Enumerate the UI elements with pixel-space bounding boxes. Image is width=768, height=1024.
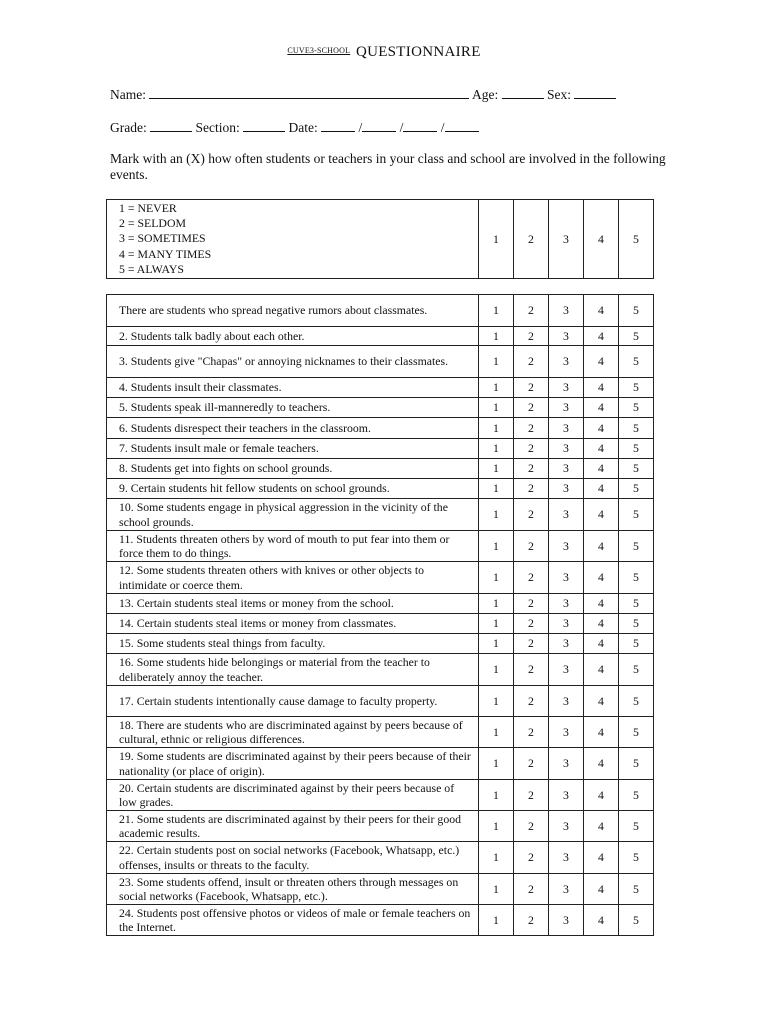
question-text: 23. Some students offend, insult or threaten others through messages on social networks (Facebook, Whatsapp, etc.). bbox=[107, 874, 479, 905]
rating-option-4[interactable]: 4 bbox=[584, 346, 619, 378]
scale-header-3: 3 bbox=[549, 200, 584, 279]
question-text: 19. Some students are discriminated against by their peers because of their nationality (or place of origin). bbox=[107, 748, 479, 780]
rating-option-3[interactable]: 3 bbox=[549, 634, 584, 654]
date-field-3[interactable] bbox=[403, 119, 437, 132]
rating-option-1[interactable]: 1 bbox=[479, 686, 514, 717]
rating-option-2[interactable]: 2 bbox=[514, 418, 549, 439]
rating-option-3[interactable]: 3 bbox=[549, 748, 584, 780]
rating-option-3[interactable]: 3 bbox=[549, 874, 584, 905]
legend-item: 5 = ALWAYS bbox=[119, 261, 184, 276]
date-field-2[interactable] bbox=[362, 119, 396, 132]
page-title bbox=[0, 42, 768, 61]
rating-option-5[interactable]: 5 bbox=[619, 499, 654, 531]
rating-option-4[interactable]: 4 bbox=[584, 459, 619, 479]
question-text: 8. Students get into fights on school grounds. bbox=[107, 459, 479, 479]
title-text: QUESTIONNAIRE bbox=[355, 44, 481, 60]
rating-option-2[interactable]: 2 bbox=[514, 811, 549, 842]
rating-option-3[interactable]: 3 bbox=[549, 531, 584, 562]
question-row bbox=[107, 479, 654, 499]
rating-option-1[interactable]: 1 bbox=[479, 418, 514, 439]
legend-item: 4 = MANY TIMES bbox=[119, 246, 212, 261]
question-row bbox=[107, 654, 654, 686]
rating-option-5[interactable]: 5 bbox=[619, 459, 654, 479]
rating-option-4[interactable]: 4 bbox=[584, 418, 619, 439]
instructions: Mark with an (X) how often students or teachers in your class and school are involved in the following events. bbox=[110, 151, 666, 182]
rating-option-5[interactable]: 5 bbox=[619, 654, 654, 686]
rating-option-2[interactable]: 2 bbox=[514, 439, 549, 459]
rating-option-5[interactable]: 5 bbox=[619, 439, 654, 459]
rating-option-5[interactable]: 5 bbox=[619, 905, 654, 936]
rating-option-1[interactable]: 1 bbox=[479, 748, 514, 780]
question-text: 12. Some students threaten others with knives or other objects to intimidate or coerce them. bbox=[107, 562, 479, 594]
rating-option-3[interactable]: 3 bbox=[549, 499, 584, 531]
rating-option-5[interactable]: 5 bbox=[619, 594, 654, 614]
rating-option-3[interactable]: 3 bbox=[549, 654, 584, 686]
question-row bbox=[107, 634, 654, 654]
rating-option-1[interactable]: 1 bbox=[479, 717, 514, 748]
rating-option-4[interactable]: 4 bbox=[584, 811, 619, 842]
question-row bbox=[107, 418, 654, 439]
rating-option-4[interactable]: 4 bbox=[584, 686, 619, 717]
scale-legend-table bbox=[106, 199, 654, 279]
rating-option-1[interactable]: 1 bbox=[479, 811, 514, 842]
rating-option-2[interactable]: 2 bbox=[514, 398, 549, 418]
rating-option-3[interactable]: 3 bbox=[549, 905, 584, 936]
rating-option-2[interactable]: 2 bbox=[514, 499, 549, 531]
rating-option-2[interactable]: 2 bbox=[514, 531, 549, 562]
rating-option-4[interactable]: 4 bbox=[584, 780, 619, 811]
question-row bbox=[107, 459, 654, 479]
rating-option-5[interactable]: 5 bbox=[619, 378, 654, 398]
rating-option-4[interactable]: 4 bbox=[584, 398, 619, 418]
rating-option-4[interactable]: 4 bbox=[584, 717, 619, 748]
question-row bbox=[107, 398, 654, 418]
date-field-4[interactable] bbox=[445, 119, 479, 132]
rating-option-2[interactable]: 2 bbox=[514, 686, 549, 717]
rating-option-4[interactable]: 4 bbox=[584, 748, 619, 780]
rating-option-5[interactable]: 5 bbox=[619, 780, 654, 811]
scale-header-1: 1 bbox=[479, 200, 514, 279]
grade-field[interactable] bbox=[150, 119, 192, 132]
rating-option-3[interactable]: 3 bbox=[549, 346, 584, 378]
rating-option-3[interactable]: 3 bbox=[549, 418, 584, 439]
rating-option-3[interactable]: 3 bbox=[549, 594, 584, 614]
title-prefix: CUVE3-SCHOOL bbox=[287, 46, 351, 55]
rating-option-4[interactable]: 4 bbox=[584, 531, 619, 562]
rating-option-2[interactable]: 2 bbox=[514, 654, 549, 686]
scale-legend bbox=[107, 200, 479, 279]
rating-option-5[interactable]: 5 bbox=[619, 748, 654, 780]
question-text: 20. Certain students are discriminated against by their peers because of low grades. bbox=[107, 780, 479, 811]
question-text: 4. Students insult their classmates. bbox=[107, 378, 479, 398]
rating-option-3[interactable]: 3 bbox=[549, 459, 584, 479]
rating-option-3[interactable]: 3 bbox=[549, 378, 584, 398]
rating-option-3[interactable]: 3 bbox=[549, 717, 584, 748]
rating-option-1[interactable]: 1 bbox=[479, 531, 514, 562]
rating-option-3[interactable]: 3 bbox=[549, 614, 584, 634]
rating-option-2[interactable]: 2 bbox=[514, 594, 549, 614]
rating-option-5[interactable]: 5 bbox=[619, 686, 654, 717]
scale-header-5: 5 bbox=[619, 200, 654, 279]
rating-option-5[interactable]: 5 bbox=[619, 874, 654, 905]
question-row bbox=[107, 874, 654, 905]
rating-option-1[interactable]: 1 bbox=[479, 614, 514, 634]
question-text: 3. Students give "Chapas" or annoying nicknames to their classmates. bbox=[107, 346, 479, 378]
date-separator: / bbox=[358, 120, 363, 135]
rating-option-4[interactable]: 4 bbox=[584, 562, 619, 594]
question-row bbox=[107, 842, 654, 874]
rating-option-2[interactable]: 2 bbox=[514, 295, 549, 327]
question-text: 6. Students disrespect their teachers in the classroom. bbox=[107, 418, 479, 439]
rating-option-3[interactable]: 3 bbox=[549, 842, 584, 874]
rating-option-5[interactable]: 5 bbox=[619, 295, 654, 327]
rating-option-3[interactable]: 3 bbox=[549, 295, 584, 327]
rating-option-2[interactable]: 2 bbox=[514, 717, 549, 748]
rating-option-2[interactable]: 2 bbox=[514, 614, 549, 634]
legend-item: 2 = SELDOM bbox=[119, 216, 186, 231]
grade-label: Grade: bbox=[110, 120, 147, 135]
question-row bbox=[107, 905, 654, 936]
question-text: 16. Some students hide belongings or material from the teacher to deliberately annoy the teacher. bbox=[107, 654, 479, 686]
name-field[interactable] bbox=[149, 86, 469, 99]
rating-option-2[interactable]: 2 bbox=[514, 905, 549, 936]
sex-label: Sex: bbox=[547, 87, 572, 102]
age-label: Age: bbox=[472, 87, 499, 102]
rating-option-5[interactable]: 5 bbox=[619, 346, 654, 378]
rating-option-2[interactable]: 2 bbox=[514, 634, 549, 654]
rating-option-1[interactable]: 1 bbox=[479, 378, 514, 398]
grade-section-date-row bbox=[110, 119, 479, 136]
rating-option-5[interactable]: 5 bbox=[619, 634, 654, 654]
question-row bbox=[107, 614, 654, 634]
rating-option-4[interactable]: 4 bbox=[584, 842, 619, 874]
question-row bbox=[107, 439, 654, 459]
question-row bbox=[107, 346, 654, 378]
rating-option-2[interactable]: 2 bbox=[514, 780, 549, 811]
question-row bbox=[107, 531, 654, 562]
rating-option-3[interactable]: 3 bbox=[549, 780, 584, 811]
question-text: 24. Students post offensive photos or videos of male or female teachers on the Internet. bbox=[107, 905, 479, 936]
age-field[interactable] bbox=[502, 86, 544, 99]
question-row bbox=[107, 686, 654, 717]
name-label: Name: bbox=[110, 87, 146, 102]
rating-option-5[interactable]: 5 bbox=[619, 531, 654, 562]
rating-option-4[interactable]: 4 bbox=[584, 499, 619, 531]
question-text: 9. Certain students hit fellow students on school grounds. bbox=[107, 479, 479, 499]
rating-option-1[interactable]: 1 bbox=[479, 780, 514, 811]
rating-option-4[interactable]: 4 bbox=[584, 614, 619, 634]
rating-option-1[interactable]: 1 bbox=[479, 654, 514, 686]
question-row bbox=[107, 594, 654, 614]
question-text: 11. Students threaten others by word of mouth to put fear into them or force them to do things. bbox=[107, 531, 479, 562]
question-text: There are students who spread negative rumors about classmates. bbox=[107, 295, 479, 327]
rating-option-2[interactable]: 2 bbox=[514, 842, 549, 874]
questions-table bbox=[106, 294, 654, 936]
rating-option-3[interactable]: 3 bbox=[549, 686, 584, 717]
rating-option-2[interactable]: 2 bbox=[514, 874, 549, 905]
question-text: 10. Some students engage in physical aggression in the vicinity of the school grounds. bbox=[107, 499, 479, 531]
rating-option-3[interactable]: 3 bbox=[549, 811, 584, 842]
question-text: 7. Students insult male or female teachers. bbox=[107, 439, 479, 459]
rating-option-2[interactable]: 2 bbox=[514, 748, 549, 780]
legend-item: 3 = SOMETIMES bbox=[119, 231, 206, 246]
section-label: Section: bbox=[195, 120, 240, 135]
rating-option-1[interactable]: 1 bbox=[479, 842, 514, 874]
rating-option-1[interactable]: 1 bbox=[479, 398, 514, 418]
name-age-sex-row bbox=[110, 86, 616, 103]
rating-option-5[interactable]: 5 bbox=[619, 327, 654, 346]
rating-option-3[interactable]: 3 bbox=[549, 439, 584, 459]
rating-option-4[interactable]: 4 bbox=[584, 594, 619, 614]
legend-item: 1 = NEVER bbox=[119, 201, 177, 215]
rating-option-4[interactable]: 4 bbox=[584, 378, 619, 398]
rating-option-5[interactable]: 5 bbox=[619, 418, 654, 439]
rating-option-2[interactable]: 2 bbox=[514, 562, 549, 594]
rating-option-4[interactable]: 4 bbox=[584, 327, 619, 346]
question-row bbox=[107, 811, 654, 842]
question-text: 14. Certain students steal items or money from classmates. bbox=[107, 614, 479, 634]
question-row bbox=[107, 748, 654, 780]
rating-option-3[interactable]: 3 bbox=[549, 562, 584, 594]
rating-option-4[interactable]: 4 bbox=[584, 479, 619, 499]
rating-option-3[interactable]: 3 bbox=[549, 398, 584, 418]
date-separator: / bbox=[399, 120, 404, 135]
question-row bbox=[107, 378, 654, 398]
rating-option-5[interactable]: 5 bbox=[619, 479, 654, 499]
question-text: 5. Students speak ill-manneredly to teachers. bbox=[107, 398, 479, 418]
rating-option-4[interactable]: 4 bbox=[584, 654, 619, 686]
rating-option-1[interactable]: 1 bbox=[479, 874, 514, 905]
rating-option-3[interactable]: 3 bbox=[549, 479, 584, 499]
rating-option-4[interactable]: 4 bbox=[584, 905, 619, 936]
rating-option-1[interactable]: 1 bbox=[479, 499, 514, 531]
rating-option-5[interactable]: 5 bbox=[619, 562, 654, 594]
rating-option-2[interactable]: 2 bbox=[514, 479, 549, 499]
question-text: 13. Certain students steal items or money from the school. bbox=[107, 594, 479, 614]
sex-field[interactable] bbox=[574, 86, 616, 99]
date-field-1[interactable] bbox=[321, 119, 355, 132]
rating-option-2[interactable]: 2 bbox=[514, 327, 549, 346]
rating-option-1[interactable]: 1 bbox=[479, 459, 514, 479]
rating-option-5[interactable]: 5 bbox=[619, 811, 654, 842]
rating-option-5[interactable]: 5 bbox=[619, 842, 654, 874]
question-row bbox=[107, 295, 654, 327]
rating-option-1[interactable]: 1 bbox=[479, 634, 514, 654]
question-row bbox=[107, 717, 654, 748]
question-text: 21. Some students are discriminated against by their peers for their good academic results. bbox=[107, 811, 479, 842]
scale-header-2: 2 bbox=[514, 200, 549, 279]
section-field[interactable] bbox=[243, 119, 285, 132]
rating-option-2[interactable]: 2 bbox=[514, 459, 549, 479]
rating-option-1[interactable]: 1 bbox=[479, 594, 514, 614]
rating-option-2[interactable]: 2 bbox=[514, 346, 549, 378]
question-text: 2. Students talk badly about each other. bbox=[107, 327, 479, 346]
rating-option-1[interactable]: 1 bbox=[479, 479, 514, 499]
rating-option-1[interactable]: 1 bbox=[479, 346, 514, 378]
rating-option-4[interactable]: 4 bbox=[584, 439, 619, 459]
rating-option-5[interactable]: 5 bbox=[619, 614, 654, 634]
rating-option-1[interactable]: 1 bbox=[479, 439, 514, 459]
date-separator: / bbox=[440, 120, 445, 135]
question-row bbox=[107, 562, 654, 594]
rating-option-5[interactable]: 5 bbox=[619, 398, 654, 418]
question-text: 22. Certain students post on social networks (Facebook, Whatsapp, etc.) offenses, insults or threats to the faculty. bbox=[107, 842, 479, 874]
rating-option-1[interactable]: 1 bbox=[479, 562, 514, 594]
rating-option-4[interactable]: 4 bbox=[584, 295, 619, 327]
rating-option-1[interactable]: 1 bbox=[479, 295, 514, 327]
rating-option-2[interactable]: 2 bbox=[514, 378, 549, 398]
rating-option-1[interactable]: 1 bbox=[479, 905, 514, 936]
rating-option-4[interactable]: 4 bbox=[584, 874, 619, 905]
question-text: 15. Some students steal things from faculty. bbox=[107, 634, 479, 654]
question-text: 18. There are students who are discriminated against by peers because of cultural, ethnic or religious differences. bbox=[107, 717, 479, 748]
question-row bbox=[107, 327, 654, 346]
rating-option-5[interactable]: 5 bbox=[619, 717, 654, 748]
rating-option-1[interactable]: 1 bbox=[479, 327, 514, 346]
question-row bbox=[107, 499, 654, 531]
scale-header-4: 4 bbox=[584, 200, 619, 279]
date-label: Date: bbox=[288, 120, 318, 135]
question-row bbox=[107, 780, 654, 811]
rating-option-3[interactable]: 3 bbox=[549, 327, 584, 346]
question-text: 17. Certain students intentionally cause damage to faculty property. bbox=[107, 686, 479, 717]
rating-option-4[interactable]: 4 bbox=[584, 634, 619, 654]
